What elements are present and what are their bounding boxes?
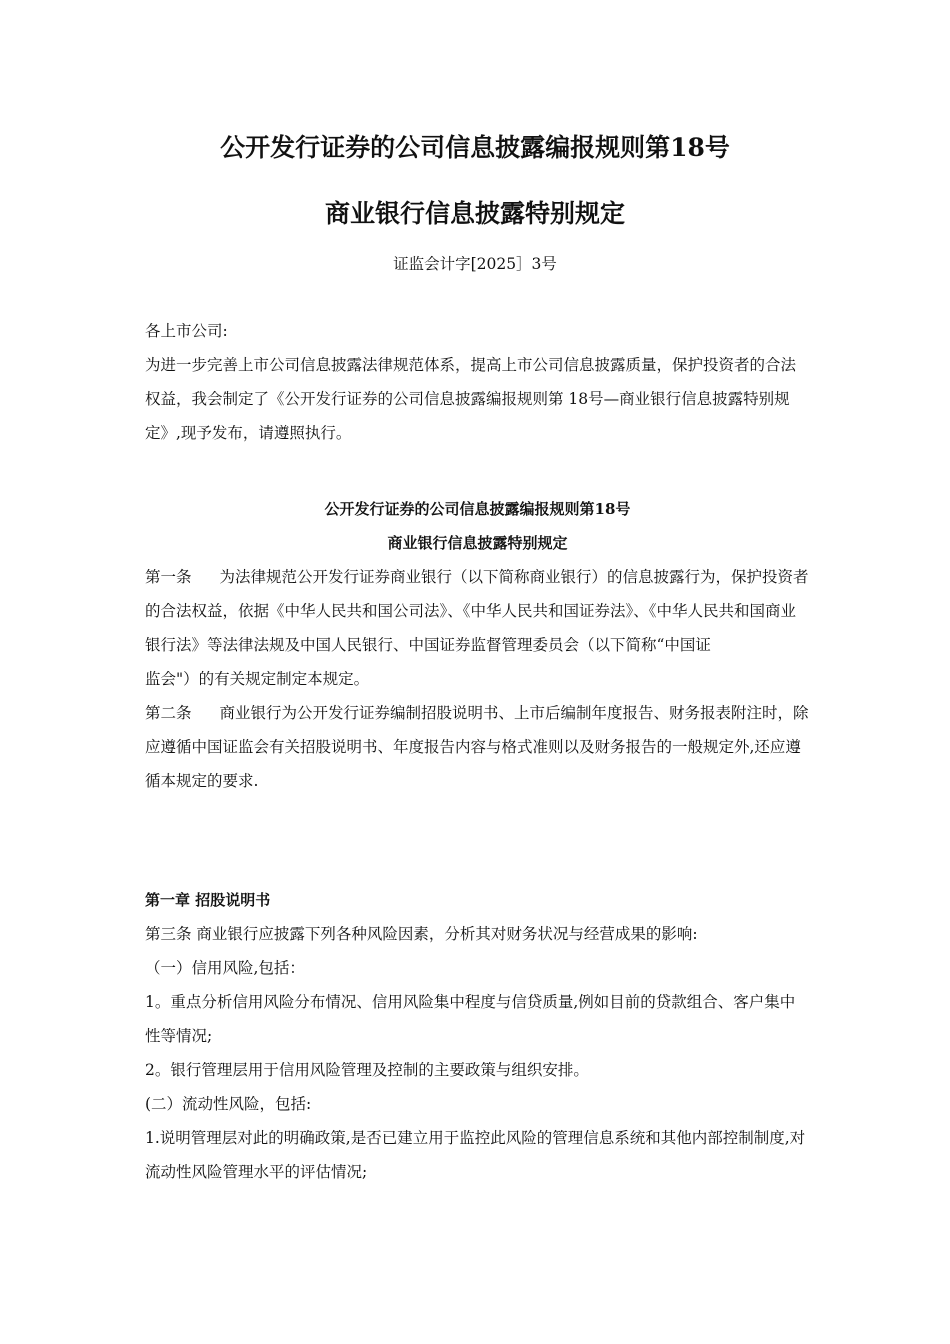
addressee: 各上市公司: bbox=[145, 322, 228, 340]
chapter-1-title: 第一章 招股说明书 bbox=[145, 891, 271, 909]
regulation-title-line2: 商业银行信息披露特别规定 bbox=[387, 534, 568, 552]
item-1-heading: （一）信用风险,包括： bbox=[145, 959, 305, 977]
document-number: 证监会计字[2025］3号 bbox=[393, 255, 557, 273]
intro-paragraph: 为进一步完善上市公司信息披露法律规范体系，提高上市公司信息披露质量，保护投资者的合法权益，我会制定了《公开发行证券的公司信息披露编报规则第 18号—商业银行信息披露特别规定》,现予发布，请遵照执行。 bbox=[145, 356, 797, 442]
article-2 bbox=[145, 696, 810, 798]
article-2-label: 第二条 bbox=[145, 704, 192, 722]
article-1-text: 为法律规范公开发行证券商业银行（以下简称商业银行）的信息披露行为，保护投资者的合法权益，依据《中华人民共和国公司法》、《中华人民共和国证券法》、《中华人民共和国商业银行法》等法律法规及中国人民银行、中国证券监督管理委员会（以下简称“中国证 bbox=[145, 568, 809, 654]
article-1-continuation: 监会"）的有关规定制定本规定。 bbox=[145, 670, 370, 688]
regulation-title-line1: 公开发行证券的公司信息披露编报规则第18号 bbox=[324, 500, 631, 518]
article-3: 第三条 商业银行应披露下列各种风险因素，分析其对财务状况与经营成果的影响: bbox=[145, 925, 698, 943]
notice-section bbox=[145, 314, 810, 450]
item-1-1: 1。重点分析信用风险分布情况、信用风险集中程度与信贷质量,例如目前的贷款组合、客户集中性等情况; bbox=[145, 993, 796, 1045]
item-1-2: 2。银行管理层用于信用风险管理及控制的主要政策与组织安排。 bbox=[145, 1061, 589, 1079]
article-1-label: 第一条 bbox=[145, 568, 192, 586]
article-1 bbox=[145, 560, 810, 662]
chapter-1-section bbox=[145, 883, 810, 1189]
item-2-heading: (二）流动性风险，包括: bbox=[145, 1095, 312, 1113]
article-2-text: 商业银行为公开发行证券编制招股说明书、上市后编制年度报告、财务报表附注时，除应遵循中国证监会有关招股说明书、年度报告内容与格式准则以及财务报告的一般规定外,还应遵循本规定的要求. bbox=[145, 704, 809, 790]
document-title-line2: 商业银行信息披露特别规定 bbox=[324, 199, 625, 228]
item-2-1: 1.说明管理层对此的明确政策,是否已建立用于监控此风险的管理信息系统和其他内部控制制度,对流动性风险管理水平的评估情况; bbox=[145, 1129, 806, 1181]
document-title-line1: 公开发行证券的公司信息披露编报规则第18号 bbox=[220, 133, 730, 162]
regulation-section bbox=[145, 492, 810, 798]
